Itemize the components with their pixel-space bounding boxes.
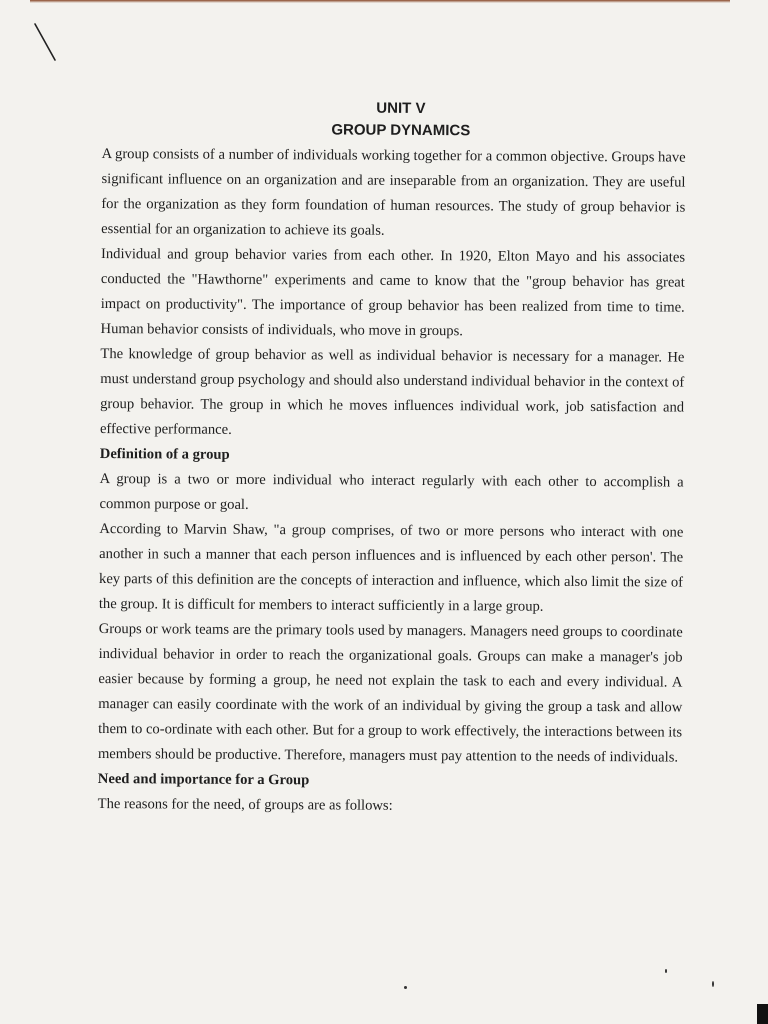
document-body bbox=[92, 142, 686, 821]
speck-mark bbox=[712, 981, 714, 987]
page-title: GROUP DYNAMICS bbox=[331, 121, 471, 140]
paragraph: According to Marvin Shaw, "a group comprises, of two or more persons who interact with one another in such a manner that each person influences and is influenced by each other person'. The key parts of this definition are the concepts of interaction and influence, which also limit the size of the group. It is difficult for members to interact sufficiently in a large group. bbox=[98, 521, 684, 615]
unit-title: UNIT V bbox=[376, 99, 426, 118]
speck-mark bbox=[404, 986, 407, 989]
paragraph: A group consists of a number of individuals working together for a common objective. Groups have significant influence on an organization and are inseparable from an organization. They are useful for the organization as they form foundation of human resources. The study of group behavior is essential for an organization to achieve its goals. bbox=[101, 146, 686, 239]
page-corner-mark bbox=[757, 1004, 768, 1024]
page-top-edge bbox=[30, 0, 730, 3]
paragraph: Individual and group behavior varies from each other. In 1920, Elton Mayo and his associates conducted the "Hawthorne" experiments and came to know that the "group behavior has great impact on productivity". The importance of group behavior has been realized from time to time. Human behavior consists of individuals, who move in groups. bbox=[100, 246, 686, 340]
paragraph: Groups or work teams are the primary tools used by managers. Managers need groups to coordinate individual behavior in order to reach the organizational goals. Groups can make a manager's job easier because by forming a group, he need not explain the task to each and every individual. A manager can easily coordinate with the work of an individual by giving the group a task and allow them to co-ordinate with each other. But for a group to work effectively, the interactions between its members should be productive. Therefore, managers must pay attention to the needs of individuals. bbox=[97, 621, 683, 766]
paragraph: The knowledge of group behavior as well as individual behavior is necessary for a manager. He must understand group psychology and should also understand individual behavior in the context of group behavior. The group in which he moves influences individual work, job satisfaction and effective performance. bbox=[99, 346, 685, 438]
section-heading: Definition of a group bbox=[99, 446, 230, 463]
speck-mark bbox=[665, 969, 667, 973]
pen-stroke-mark bbox=[33, 22, 63, 67]
section-heading: Need and importance for a Group bbox=[97, 771, 310, 789]
document-page bbox=[92, 96, 686, 821]
paragraph: A group is a two or more individual who interact regularly with each other to accomplish a common purpose or goal. bbox=[99, 471, 684, 513]
paragraph: The reasons for the need, of groups are as follows: bbox=[97, 796, 393, 814]
